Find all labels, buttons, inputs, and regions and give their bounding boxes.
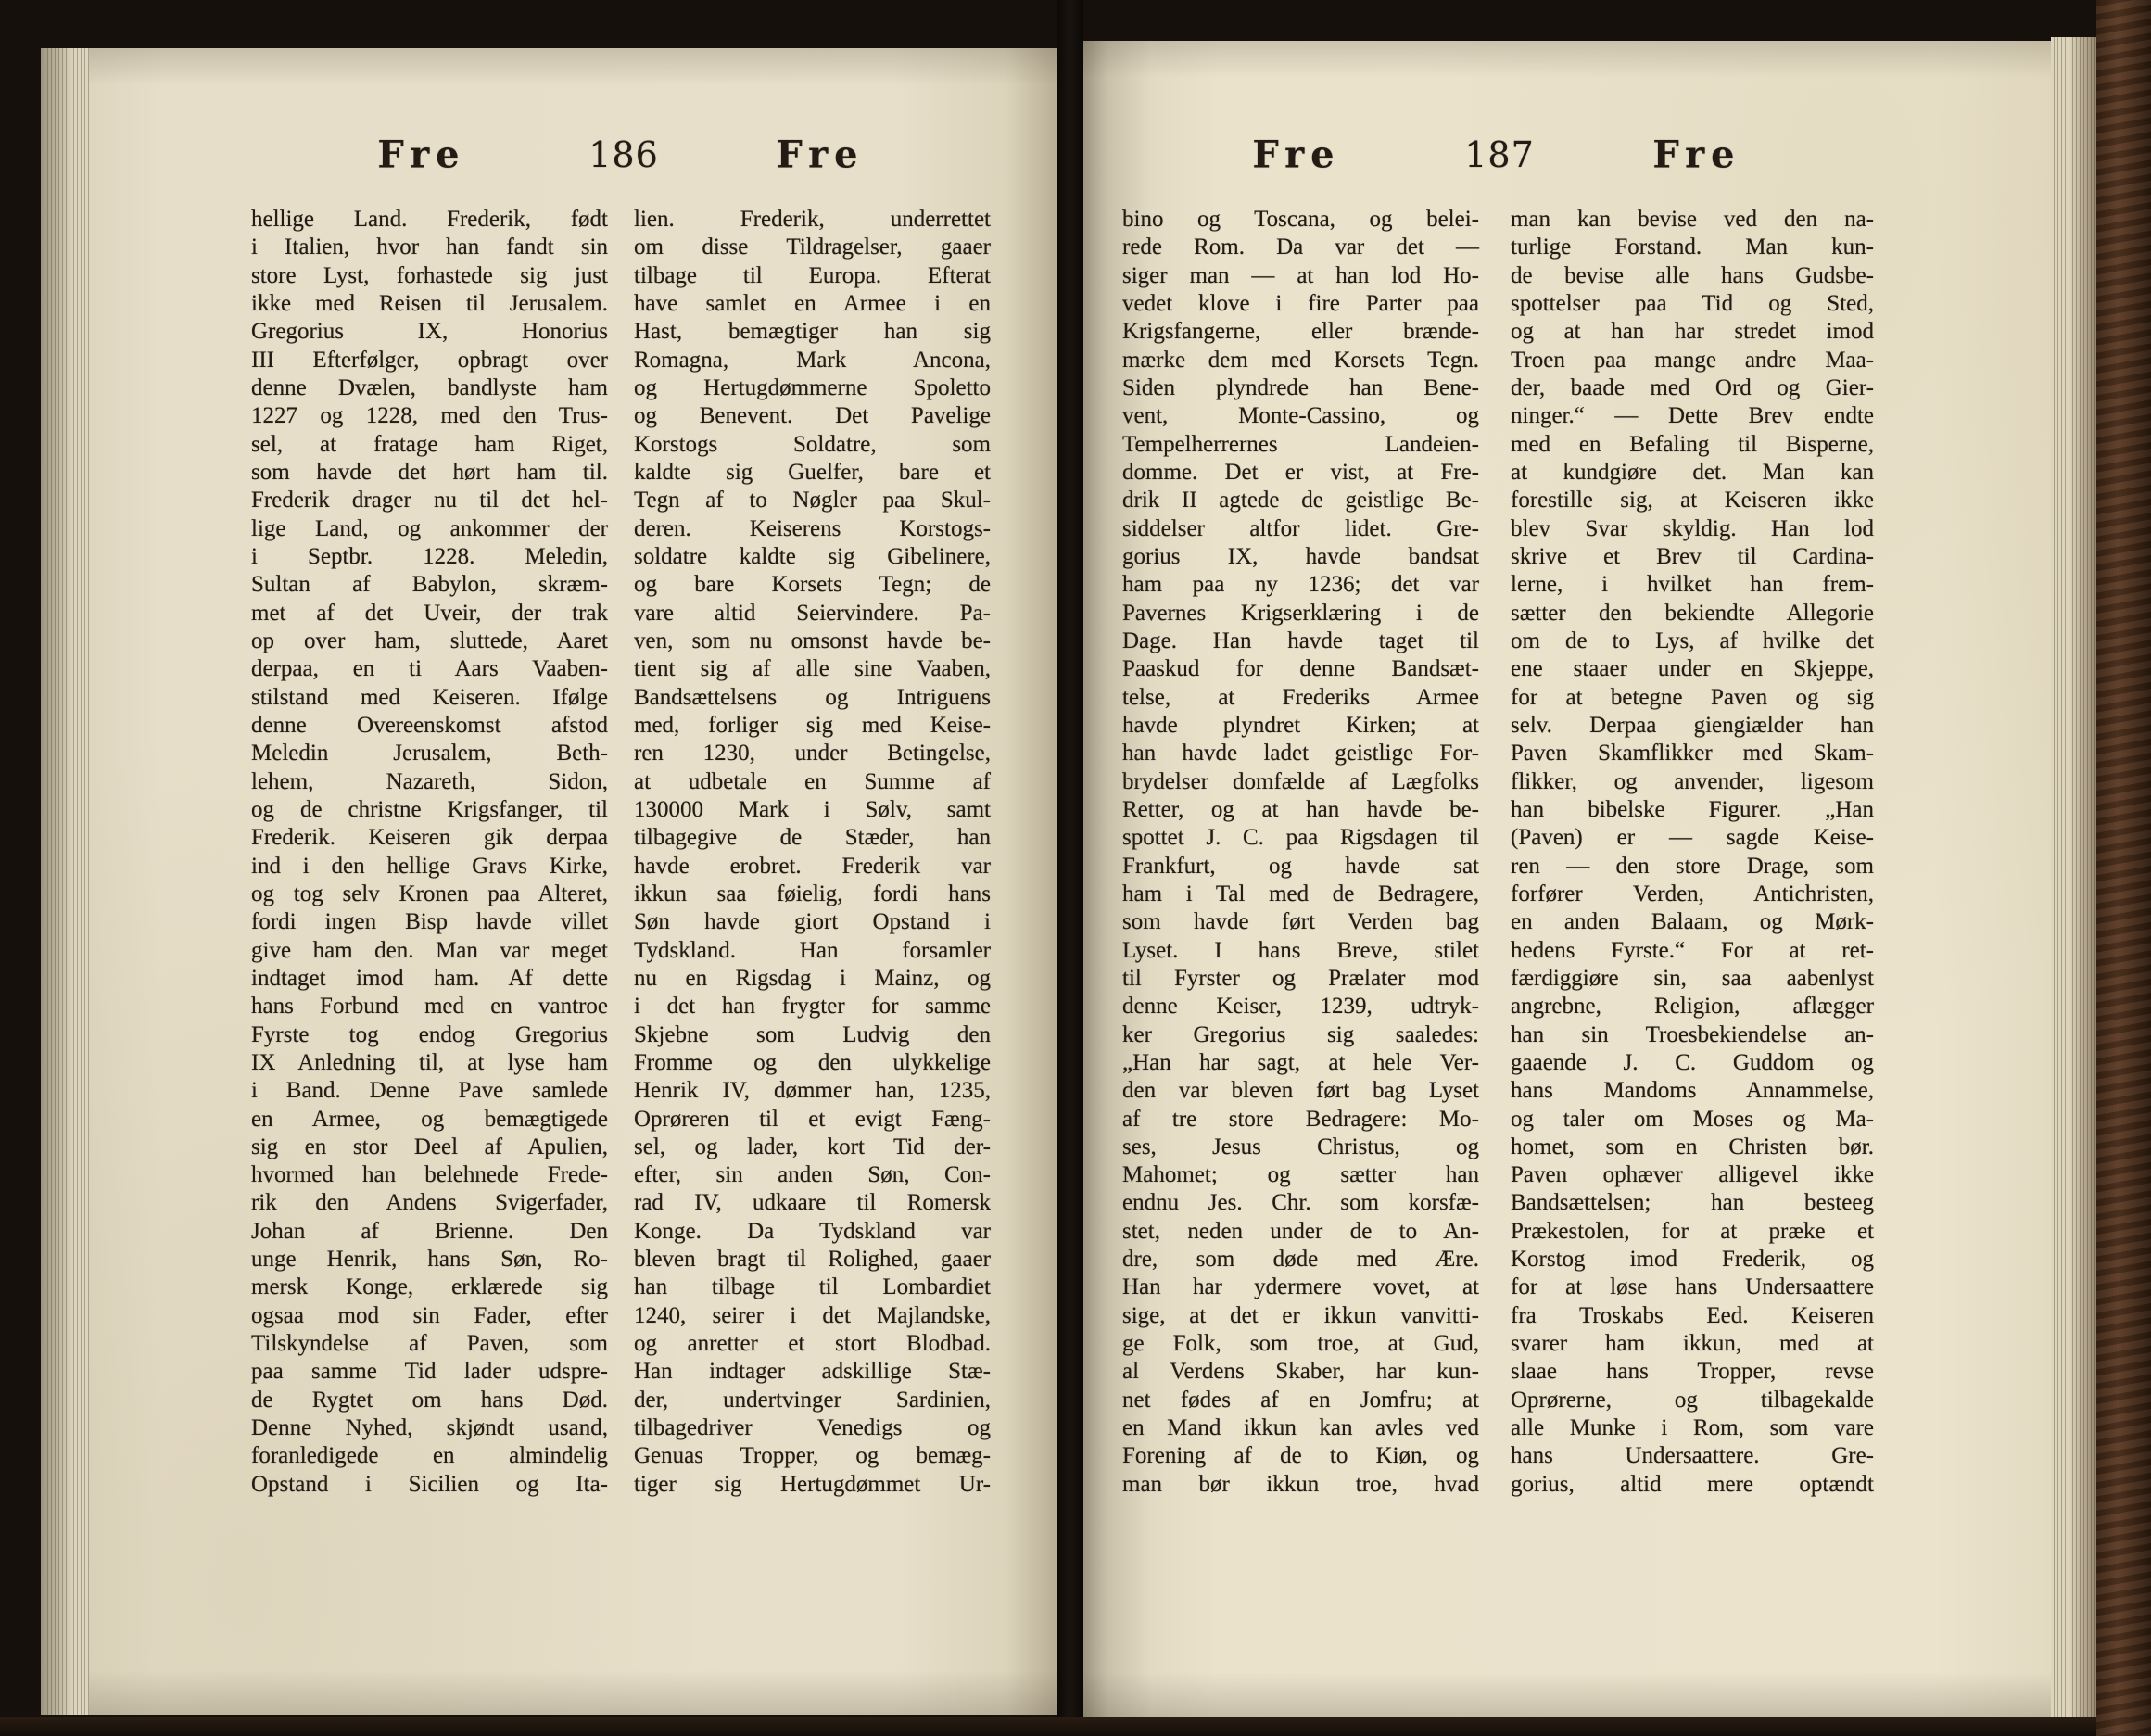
book-gutter: [1057, 0, 1083, 1736]
scan-background: [0, 1717, 2096, 1736]
text-line: sig en stor Deel af Apulien,: [251, 1134, 608, 1159]
text-line: Retter, og at han havde be-: [1122, 796, 1479, 822]
text-line: siger man — at han lod Ho-: [1122, 262, 1479, 288]
text-line: og anretter et stort Blodbad.: [634, 1331, 991, 1357]
running-head-right: Fre: [776, 133, 865, 177]
text-line: Troen paa mange andre Maa-: [1511, 347, 1874, 373]
text-line: sige, at det er ikkun vanvitti-: [1122, 1302, 1479, 1328]
text-line: denne Keiser, 1239, udtryk-: [1122, 994, 1479, 1020]
text-line: ge Folk, som troe, at Gud,: [1122, 1331, 1479, 1357]
text-line: forfører Verden, Antichristen,: [1511, 881, 1874, 906]
text-line: hans Forbund med en vantroe: [251, 994, 608, 1020]
text-line: i Italien, hvor han fandt sin: [251, 234, 608, 260]
text-line: Tydskland. Han forsamler: [634, 937, 991, 963]
text-line: ninger.“ — Dette Brev endte: [1511, 403, 1874, 429]
text-line: med, forliger sig med Keise-: [634, 712, 991, 738]
text-line: 1227 og 1228, med den Trus-: [251, 403, 608, 429]
text-line: en anden Balaam, og Mørk-: [1511, 909, 1874, 935]
text-line: have samlet en Armee i en: [634, 290, 991, 316]
text-line: Hast, bemægtiger han sig: [634, 319, 991, 345]
text-line: Oprørerne, og tilbagekalde: [1511, 1387, 1874, 1413]
text-line: der, undertvinger Sardinien,: [634, 1387, 991, 1413]
text-line: Han indtager adskillige Stæ-: [634, 1359, 991, 1385]
text-line: en Armee, og bemægtigede: [251, 1106, 608, 1132]
text-line: Henrik IV, dømmer han, 1235,: [634, 1078, 991, 1104]
text-line: stilstand med Keiseren. Ifølge: [251, 684, 608, 710]
text-line: ikkun saa føielig, fordi hans: [634, 881, 991, 906]
text-line: tiger sig Hertugdømmet Ur-: [634, 1471, 991, 1497]
right-page: [1083, 41, 2051, 1719]
text-line: op over ham, sluttede, Aaret: [251, 627, 608, 653]
text-line: Korstog imod Frederik, og: [1511, 1247, 1874, 1273]
text-line: Paaskud for denne Bandsæt-: [1122, 656, 1479, 682]
text-line: gorius, altid mere optændt: [1511, 1471, 1874, 1497]
text-column-right: [634, 206, 991, 1499]
text-line: Fromme og den ulykkelige: [634, 1049, 991, 1075]
text-line: met af det Uveir, der trak: [251, 600, 608, 626]
text-line: og Benevent. Det Pavelige: [634, 403, 991, 429]
text-line: Oprøreren til et evigt Fæng-: [634, 1106, 991, 1132]
text-line: domme. Det er vist, at Fre-: [1122, 459, 1479, 485]
text-line: rad IV, udkaare til Romersk: [634, 1190, 991, 1216]
text-line: Genuas Tropper, og bemæg-: [634, 1443, 991, 1469]
text-line: net fødes af en Jomfru; at: [1122, 1387, 1479, 1413]
text-line: Fyrste tog endog Gregorius: [251, 1021, 608, 1047]
text-line: Korstogs Soldatre, som: [634, 431, 991, 457]
text-line: af tre store Bedragere: Mo-: [1122, 1106, 1479, 1132]
text-line: al Verdens Skaber, har kun-: [1122, 1359, 1479, 1385]
text-line: sætter den bekiendte Allegorie: [1511, 600, 1874, 626]
text-line: telse, at Frederiks Armee: [1122, 684, 1479, 710]
text-line: sel, at fratage ham Riget,: [251, 431, 608, 457]
text-line: bino og Toscana, og belei-: [1122, 207, 1479, 232]
text-line: Frederik. Keiseren gik derpaa: [251, 825, 608, 851]
text-line: svarer ham ikkun, med at: [1511, 1331, 1874, 1357]
text-line: Lyset. I hans Breve, stilet: [1122, 937, 1479, 963]
text-line: vare altid Seiervindere. Pa-: [634, 600, 991, 626]
text-line: brydelser domfælde af Lægfolks: [1122, 768, 1479, 794]
text-line: færdiggiøre sin, saa aabenlyst: [1511, 965, 1874, 991]
text-line: om disse Tildragelser, gaaer: [634, 234, 991, 260]
leather-cover: [2096, 0, 2151, 1736]
text-line: foranledigede en almindelig: [251, 1443, 608, 1469]
text-line: han bibelske Figurer. „Han: [1511, 796, 1874, 822]
text-line: Sultan af Babylon, skræm-: [251, 572, 608, 598]
text-line: forestille sig, at Keiseren ikke: [1511, 488, 1874, 513]
text-line: homet, som en Christen bør.: [1511, 1134, 1874, 1159]
text-line: Prækestolen, for at præke et: [1511, 1218, 1874, 1244]
text-line: tilbagegive de Stæder, han: [634, 825, 991, 851]
text-line: indtaget imod ham. Af dette: [251, 965, 608, 991]
text-line: til Fyrster og Prælater mod: [1122, 965, 1479, 991]
text-line: (Paven) er — sagde Keise-: [1511, 825, 1874, 851]
text-column-right: [1511, 206, 1874, 1499]
text-line: der, baade med Ord og Gier-: [1511, 374, 1874, 400]
text-line: ren 1230, under Betingelse,: [634, 741, 991, 767]
text-line: hellige Land. Frederik, født: [251, 207, 608, 232]
text-line: fordi ingen Bisp havde villet: [251, 909, 608, 935]
text-line: Romagna, Mark Ancona,: [634, 347, 991, 373]
text-line: Gregorius IX, Honorius: [251, 319, 608, 345]
text-line: en Mand ikkun kan avles ved: [1122, 1415, 1479, 1441]
text-line: spottelser paa Tid og Sted,: [1511, 290, 1874, 316]
text-line: ses, Jesus Christus, og: [1122, 1134, 1479, 1159]
text-line: denne Dvælen, bandlyste ham: [251, 374, 608, 400]
text-line: blev Svar skyldig. Han lod: [1511, 515, 1874, 541]
text-line: lien. Frederik, underrettet: [634, 207, 991, 232]
text-line: Paven ophæver alligevel ikke: [1511, 1162, 1874, 1188]
text-line: flikker, og anvender, ligesom: [1511, 768, 1874, 794]
text-line: alle Munke i Rom, som vare: [1511, 1415, 1874, 1441]
text-line: ogsaa mod sin Fader, efter: [251, 1302, 608, 1328]
text-line: for at løse hans Undersaattere: [1511, 1274, 1874, 1300]
text-line: Opstand i Sicilien og Ita-: [251, 1471, 608, 1497]
text-line: og tog selv Kronen paa Alteret,: [251, 881, 608, 906]
text-line: mærke dem med Korsets Tegn.: [1122, 347, 1479, 373]
text-line: Johan af Brienne. Den: [251, 1218, 608, 1244]
text-line: i Band. Denne Pave samlede: [251, 1078, 608, 1104]
text-line: og bare Korsets Tegn; de: [634, 572, 991, 598]
page-edges-right: [2051, 37, 2096, 1722]
text-line: deren. Keiserens Korstogs-: [634, 515, 991, 541]
text-line: som havde det hørt ham til.: [251, 459, 608, 485]
text-line: Han har ydermere vovet, at: [1122, 1274, 1479, 1300]
text-line: for at betegne Paven og sig: [1511, 684, 1874, 710]
text-line: stet, neden under de to An-: [1122, 1218, 1479, 1244]
text-line: turlige Forstand. Man kun-: [1511, 234, 1874, 260]
text-line: 1240, seirer i det Majlandske,: [634, 1302, 991, 1328]
text-line: Søn havde giort Opstand i: [634, 909, 991, 935]
text-line: rede Rom. Da var det —: [1122, 234, 1479, 260]
text-line: bleven bragt til Rolighed, gaaer: [634, 1247, 991, 1273]
text-line: at udbetale en Summe af: [634, 768, 991, 794]
text-line: hedens Fyrste.“ For at ret-: [1511, 937, 1874, 963]
page-number: 187: [1464, 134, 1535, 175]
text-line: vedet klove i fire Parter paa: [1122, 290, 1479, 316]
text-line: Mahomet; og sætter han: [1122, 1162, 1479, 1188]
text-line: derpaa, en ti Aars Vaaben-: [251, 656, 608, 682]
text-line: paa samme Tid lader udspre-: [251, 1359, 608, 1385]
text-line: Denne Nyhed, skjøndt usand,: [251, 1415, 608, 1441]
text-line: tilbage til Europa. Efterat: [634, 262, 991, 288]
text-line: at kundgiøre det. Man kan: [1511, 459, 1874, 485]
text-line: han tilbage til Lombardiet: [634, 1274, 991, 1300]
text-line: skrive et Brev til Cardina-: [1511, 543, 1874, 569]
text-line: III Efterfølger, opbragt over: [251, 347, 608, 373]
text-line: rik den Andens Svigerfader,: [251, 1190, 608, 1216]
text-line: ene staaer under en Skjeppe,: [1511, 656, 1874, 682]
text-line: med en Befaling til Bisperne,: [1511, 431, 1874, 457]
page-number: 186: [588, 134, 659, 175]
text-line: fra Troskabs Eed. Keiseren: [1511, 1302, 1874, 1328]
text-line: Krigsfangerne, eller brænde-: [1122, 319, 1479, 345]
text-line: ind i den hellige Gravs Kirke,: [251, 853, 608, 879]
text-line: ham paa ny 1236; det var: [1122, 572, 1479, 598]
text-line: gaaende J. C. Guddom og: [1511, 1049, 1874, 1075]
text-line: havde erobret. Frederik var: [634, 853, 991, 879]
text-line: hvormed han belehnede Frede-: [251, 1162, 608, 1188]
text-line: kaldte sig Guelfer, bare et: [634, 459, 991, 485]
text-line: denne Overeenskomst afstod: [251, 712, 608, 738]
text-line: hans Mandoms Annammelse,: [1511, 1078, 1874, 1104]
text-line: ham i Tal med de Bedragere,: [1122, 881, 1479, 906]
text-column-left: [1122, 206, 1479, 1499]
text-line: og de christne Krigsfanger, til: [251, 796, 608, 822]
text-line: ker Gregorius sig saaledes:: [1122, 1021, 1479, 1047]
text-line: dre, som døde med Ære.: [1122, 1247, 1479, 1273]
text-line: Tempelherrernes Landeien-: [1122, 431, 1479, 457]
text-line: tilbagedriver Venedigs og: [634, 1415, 991, 1441]
text-line: og at han har stredet imod: [1511, 319, 1874, 345]
text-line: spottet J. C. paa Rigsdagen til: [1122, 825, 1479, 851]
text-line: som havde ført Verden bag: [1122, 909, 1479, 935]
text-line: Forening af de to Kiøn, og: [1122, 1443, 1479, 1469]
text-line: Bandsættelsens og Intriguens: [634, 684, 991, 710]
text-line: de Rygtet om hans Død.: [251, 1387, 608, 1413]
text-line: Meledin Jerusalem, Beth-: [251, 741, 608, 767]
text-line: drik II agtede de geistlige Be-: [1122, 488, 1479, 513]
text-line: man kan bevise ved den na-: [1511, 207, 1874, 232]
text-line: Paven Skamflikker med Skam-: [1511, 741, 1874, 767]
text-line: og taler om Moses og Ma-: [1511, 1106, 1874, 1132]
text-line: ven, som nu omsonst havde be-: [634, 627, 991, 653]
text-line: lige Land, og ankommer der: [251, 515, 608, 541]
text-line: efter, sin anden Søn, Con-: [634, 1162, 991, 1188]
text-line: om de to Lys, af hvilke det: [1511, 627, 1874, 653]
text-line: sel, og lader, kort Tid der-: [634, 1134, 991, 1159]
text-line: gorius IX, havde bandsat: [1122, 543, 1479, 569]
text-line: 130000 Mark i Sølv, samt: [634, 796, 991, 822]
text-line: endnu Jes. Chr. som korsfæ-: [1122, 1190, 1479, 1216]
text-line: og Hertugdømmerne Spoletto: [634, 374, 991, 400]
page-edges-left: [41, 48, 89, 1715]
text-line: nu en Rigsdag i Mainz, og: [634, 965, 991, 991]
text-line: give ham den. Man var meget: [251, 937, 608, 963]
text-line: Frankfurt, og havde sat: [1122, 853, 1479, 879]
text-line: „Han har sagt, at hele Ver-: [1122, 1049, 1479, 1075]
text-line: han havde ladet geistlige For-: [1122, 741, 1479, 767]
text-line: unge Henrik, hans Søn, Ro-: [251, 1247, 608, 1273]
text-column-left: [251, 206, 608, 1499]
text-line: man bør ikkun troe, hvad: [1122, 1471, 1479, 1497]
text-line: tient sig af alle sine Vaaben,: [634, 656, 991, 682]
running-head-left: Fre: [377, 133, 466, 177]
text-line: lehem, Nazareth, Sidon,: [251, 768, 608, 794]
text-line: store Lyst, forhastede sig just: [251, 262, 608, 288]
text-line: Siden plyndrede han Bene-: [1122, 374, 1479, 400]
text-line: hans Undersaattere. Gre-: [1511, 1443, 1874, 1469]
text-line: vent, Monte-Cassino, og: [1122, 403, 1479, 429]
text-line: slaae hans Tropper, revse: [1511, 1359, 1874, 1385]
text-line: angrebne, Religion, aflægger: [1511, 994, 1874, 1020]
text-line: ren — den store Drage, som: [1511, 853, 1874, 879]
text-line: Skjebne som Ludvig den: [634, 1021, 991, 1047]
text-line: Dage. Han havde taget til: [1122, 627, 1479, 653]
text-line: mersk Konge, erklærede sig: [251, 1274, 608, 1300]
text-line: den var bleven ført bag Lyset: [1122, 1078, 1479, 1104]
text-line: Frederik drager nu til det hel-: [251, 488, 608, 513]
text-line: i Septbr. 1228. Meledin,: [251, 543, 608, 569]
text-line: Tegn af to Nøgler paa Skul-: [634, 488, 991, 513]
text-line: IX Anledning til, at lyse ham: [251, 1049, 608, 1075]
text-line: havde plyndret Kirken; at: [1122, 712, 1479, 738]
text-line: Konge. Da Tydskland var: [634, 1218, 991, 1244]
text-line: Pavernes Krigserklæring i de: [1122, 600, 1479, 626]
text-line: siddelser altfor lidet. Gre-: [1122, 515, 1479, 541]
left-page: [41, 48, 1057, 1715]
text-line: ikke med Reisen til Jerusalem.: [251, 290, 608, 316]
text-line: de bevise alle hans Gudsbe-: [1511, 262, 1874, 288]
text-line: lerne, i hvilket han frem-: [1511, 572, 1874, 598]
text-line: Bandsættelsen; han besteeg: [1511, 1190, 1874, 1216]
running-head-left: Fre: [1252, 133, 1341, 177]
text-line: han sin Troesbekiendelse an-: [1511, 1021, 1874, 1047]
text-line: soldatre kaldte sig Gibelinere,: [634, 543, 991, 569]
text-line: Tilskyndelse af Paven, som: [251, 1331, 608, 1357]
text-line: selv. Derpaa giengiælder han: [1511, 712, 1874, 738]
running-head-right: Fre: [1652, 133, 1741, 177]
text-line: i det han frygter for samme: [634, 994, 991, 1020]
